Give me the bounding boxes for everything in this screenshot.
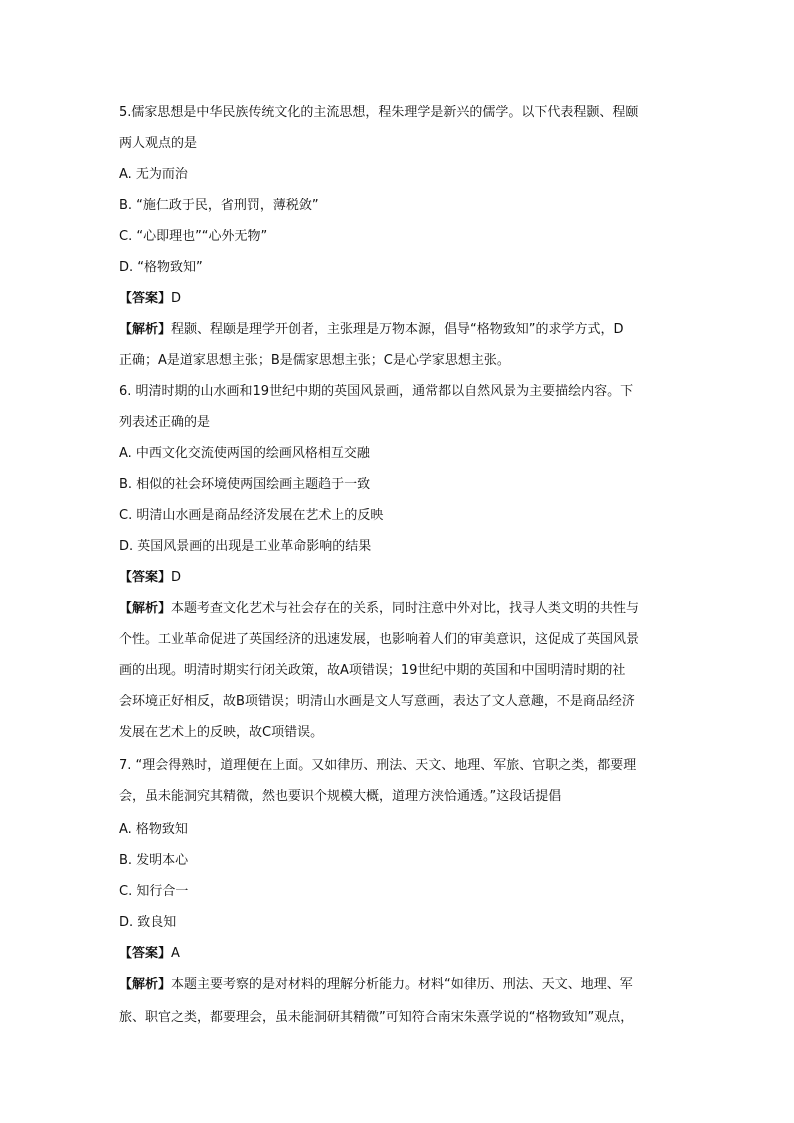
q7-analysis-line-1 xyxy=(119,977,679,993)
q5-analysis-line-1 xyxy=(119,322,679,338)
q6-option-c: C. 明清山水画是商品经济发展在艺术上的反映 xyxy=(119,508,384,523)
analysis-text: 本题考查文化艺术与社会存在的关系，同时注意中外对比，找寻人类文明的共性与 xyxy=(171,601,640,616)
q7-option-d: D. 致良知 xyxy=(119,915,177,930)
analysis-text: 程颢、程颐是理学开创者，主张理是万物本源，倡导“格物致知”的求学方式，D xyxy=(171,322,624,337)
q7-stem-line-2: 会，虽未能洞究其精微，然也要识个规模大概，道理方浃恰通透。”这段话提倡 xyxy=(119,789,562,804)
q7-stem-line-1: 7. “理会得熟时，道理便在上面。又如律历、刑法、天文、地理、军旅、官职之类，都要理 xyxy=(119,758,637,773)
q7-option-c: C. 知行合一 xyxy=(119,884,189,899)
q6-stem-line-1: 6. 明清时期的山水画和19世纪中期的英国风景画，通常都以自然风景为主要描绘内容。下 xyxy=(119,384,634,399)
q6-analysis-line-3: 画的出现。明清时期实行闭关政策，故A项错误；19世纪中期的英国和中国明清时期的社 xyxy=(119,663,626,678)
q7-analysis-line-2: 旅、职官之类，都要理会，虽未能洞研其精微”可知符合南宋朱熹学说的“格物致知”观点， xyxy=(119,1010,634,1025)
q5-option-a: A. 无为而治 xyxy=(119,167,188,182)
answer-value: D xyxy=(171,291,182,306)
answer-label: 【答案】 xyxy=(119,291,172,306)
q7-answer xyxy=(119,946,679,962)
answer-value: D xyxy=(171,570,182,585)
q7-option-b: B. 发明本心 xyxy=(119,853,189,868)
analysis-label: 【解析】 xyxy=(119,977,172,992)
analysis-text: 本题主要考察的是对材料的理解分析能力。材料“如律历、刑法、天文、地理、军 xyxy=(171,977,633,992)
q6-option-a: A. 中西文化交流使两国的绘画风格相互交融 xyxy=(119,446,370,461)
q6-analysis-line-4: 会环境正好相反，故B项错误；明清山水画是文人写意画，表达了文人意趣，不是商品经济 xyxy=(119,694,635,709)
q6-analysis-line-5: 发展在艺术上的反映，故C项错误。 xyxy=(119,725,324,740)
answer-value: A xyxy=(171,946,180,961)
q5-analysis-line-2: 正确；A是道家思想主张；B是儒家思想主张；C是心学家思想主张。 xyxy=(119,353,510,368)
analysis-label: 【解析】 xyxy=(119,601,172,616)
q5-option-b: B. “施仁政于民，省刑罚，薄税敛” xyxy=(119,198,319,213)
answer-label: 【答案】 xyxy=(119,570,172,585)
q5-stem-line-1: 5.儒家思想是中华民族传统文化的主流思想，程朱理学是新兴的儒学。以下代表程颢、程颐 xyxy=(119,105,639,120)
q5-option-d: D. “格物致知” xyxy=(119,260,203,275)
analysis-label: 【解析】 xyxy=(119,322,172,337)
q7-option-a: A. 格物致知 xyxy=(119,822,188,837)
q6-analysis-line-1 xyxy=(119,601,679,617)
q6-option-b: B. 相似的社会环境使两国绘画主题趋于一致 xyxy=(119,477,371,492)
q5-stem-line-2: 两人观点的是 xyxy=(119,136,198,151)
q6-answer xyxy=(119,570,679,586)
q6-option-d: D. 英国风景画的出现是工业革命影响的结果 xyxy=(119,539,372,554)
q6-analysis-line-2: 个性。工业革命促进了英国经济的迅速发展，也影响着人们的审美意识，这促成了英国风景 xyxy=(119,632,640,647)
answer-label: 【答案】 xyxy=(119,946,172,961)
q5-option-c: C. “心即理也”“心外无物” xyxy=(119,229,268,244)
q6-stem-line-2: 列表述正确的是 xyxy=(119,415,211,430)
q5-answer xyxy=(119,291,679,307)
